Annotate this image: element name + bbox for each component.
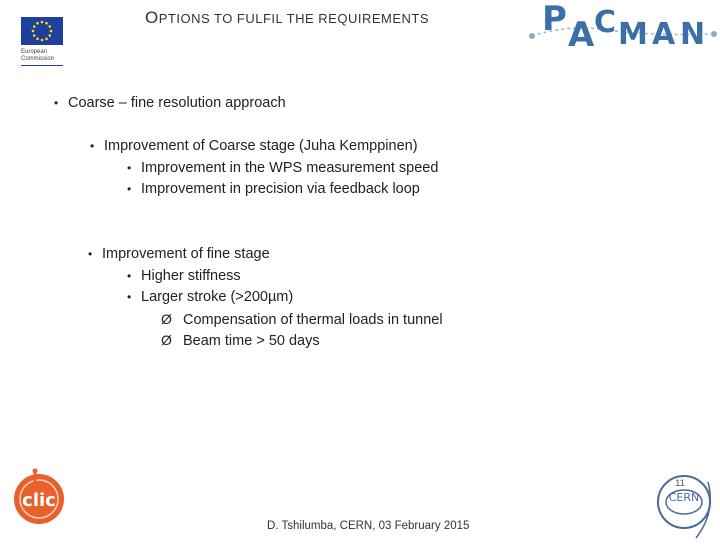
eu-logo-line1: European [21, 49, 48, 55]
slide-title [145, 8, 490, 28]
list-item [127, 159, 438, 177]
pacman-letter: N [680, 17, 706, 52]
list-item-text: Beam time > 50 days [183, 333, 320, 349]
list-item [90, 137, 418, 155]
list-item-text: Improvement in precision via feedback loop [141, 181, 420, 197]
list-item-text: Improvement of Coarse stage (Juha Kemppinen) [104, 138, 418, 154]
eu-flag-icon [21, 17, 63, 45]
pacman-letter: C [594, 5, 617, 40]
pacman-letter: A [568, 15, 595, 55]
bullet-marker: • [90, 139, 95, 153]
pacman-logo [528, 0, 718, 66]
list-item [127, 288, 293, 306]
slide-title-initial: O [145, 8, 159, 27]
list-item-text: Improvement of fine stage [102, 246, 270, 262]
eu-logo-divider [21, 65, 63, 66]
bullet-marker: • [88, 247, 93, 261]
bullet-marker: • [127, 182, 132, 196]
pacman-letter: P [542, 0, 567, 39]
clic-logo-text: clic [22, 490, 56, 511]
footer-credit: D. Tshilumba, CERN, 03 February 2015 [267, 520, 470, 532]
list-item [54, 94, 286, 112]
arrow-bullet-icon: Ø [161, 332, 172, 348]
bullet-marker: • [127, 161, 132, 175]
bullet-marker: • [54, 96, 59, 110]
list-item [161, 310, 443, 329]
bullet-marker: • [127, 269, 132, 283]
bullet-marker: • [127, 290, 132, 304]
list-item-text: Larger stroke (>200µm) [141, 289, 294, 305]
list-item [127, 180, 420, 198]
slide-title-rest: PTIONS TO FULFIL THE REQUIREMENTS [158, 11, 430, 26]
arrow-bullet-icon: Ø [161, 311, 172, 327]
pacman-letter: A [652, 17, 676, 52]
pacman-letter: M [618, 17, 648, 52]
list-item-text: Coarse – fine resolution approach [68, 95, 286, 111]
page-number: 11 [675, 478, 685, 489]
cern-logo-text: CERN [668, 491, 700, 504]
list-item [161, 331, 320, 350]
list-item-text: Compensation of thermal loads in tunnel [183, 312, 443, 328]
list-item [127, 267, 241, 285]
eu-logo-line2: Commission [21, 56, 55, 62]
clic-logo [12, 468, 66, 526]
list-item-text: Improvement in the WPS measurement speed [141, 160, 439, 176]
list-item [88, 245, 270, 263]
european-commission-logo [21, 17, 63, 67]
list-item-text: Higher stiffness [141, 268, 241, 284]
